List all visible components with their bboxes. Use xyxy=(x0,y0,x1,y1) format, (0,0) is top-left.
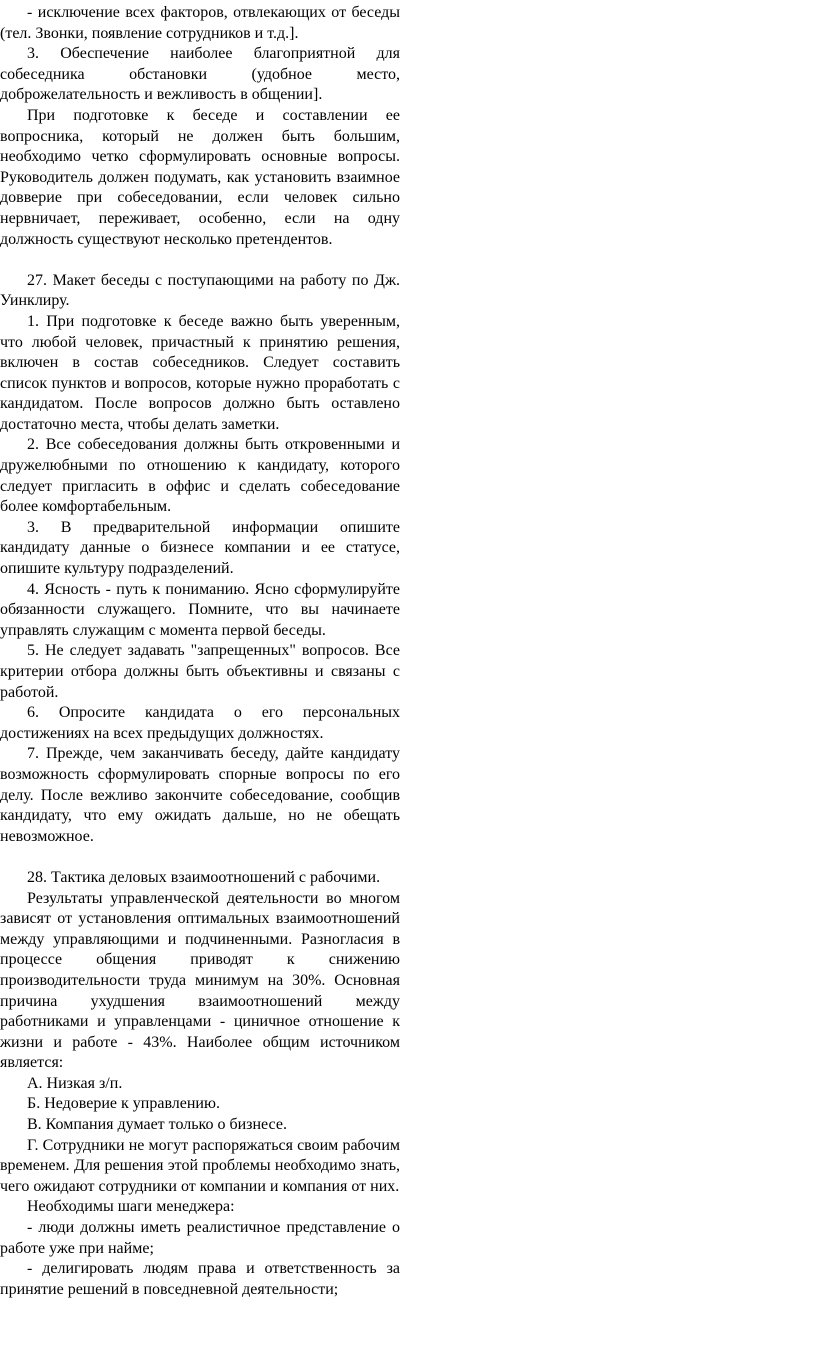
list-item-g: Г. Сотрудники не могут распоряжаться своим рабочим временем. Для решения этой проблемы необходимо знать, чего ожидают сотрудники от компании и компания от них. xyxy=(0,1136,400,1195)
paragraph-27-item-2: 2. Все собеседования должны быть откровенными и дружелюбными по отношению к кандидату, которого следует пригласить в оффис и сделать собеседование более комфортабельным. xyxy=(0,436,400,516)
list-item-a: А. Низкая з/п. xyxy=(27,1074,123,1092)
section-heading-27: 27. Макет беседы с поступающими на работу по Дж. Уинклиру. xyxy=(0,271,400,310)
paragraph-item-3-environment: 3. Обеспечение наиболее благоприятной для собеседника обстановки (удобное место, доброжелательность и вежливость в общении]. xyxy=(0,45,400,104)
paragraph-distractions: - исключение всех факторов, отвлекающих от беседы (тел. Звонки, появление сотрудников и т.д.]. xyxy=(0,4,400,42)
paragraph-27-item-6: 6. Опросите кандидата о его персональных достижениях на всех предыдущих должностях. xyxy=(0,704,400,742)
paragraph-27-item-4: 4. Ясность - путь к пониманию. Ясно сформулируйте обязанности служащего. Помните, что вы начинаете управлять служащим с момента первой беседы. xyxy=(0,580,400,639)
document-page xyxy=(0,0,400,1300)
paragraph-manager-steps: Необходимы шаги менеджера: xyxy=(27,1198,235,1216)
paragraph-27-item-3: 3. В предварительной информации опишите кандидату данные о бизнесе компании и ее статусе, опишите культуру подразделений. xyxy=(0,518,400,578)
list-item-b: Б. Недоверие к управлению. xyxy=(27,1095,220,1113)
paragraph-27-item-7: 7. Прежде, чем заканчивать беседу, дайте кандидату возможность сформулировать спорные вопросы по его делу. После вежливо закончите собеседование, сообщив кандидату, что ему ожидать дальше, но не обещать невозможное. xyxy=(0,745,400,845)
list-item-dash-1: - люди должны иметь реалистичное представление о работе уже при найме; xyxy=(0,1219,400,1257)
list-item-v: В. Компания думает только о бизнесе. xyxy=(27,1116,287,1134)
paragraph-27-item-5: 5. Не следует задавать "запрещенных" вопросов. Все критерии отбора должны быть объективны и связаны с работой. xyxy=(0,642,400,701)
paragraph-27-item-1: 1. При подготовке к беседе важно быть уверенным, что любой человек, причастный к принятию решения, включен в состав собеседников. Следует составить список пунктов и вопросов, которые нужно проработать с кандидатом. После вопросов должно быть оставлено достаточно места, чтобы делать заметки. xyxy=(0,312,400,433)
paragraph-28-results: Результаты управленческой деятельности во многом зависят от установления оптимальных взаимоотношений между управляющими и подчиненными. Разногласия в процессе общения приводят к снижению производительности труда минимум на 30%. Основная причина ухудшения взаимоотношений между работниками и управленцами - циничное отношение к жизни и работе - 43%. Наиболее общим источником является: xyxy=(0,889,400,1072)
paragraph-interview-preparation: При подготовке к беседе и составлении ее вопросника, который не должен быть большим, необходимо четко сформулировать основные вопросы. Руководитель должен подумать, как установить взаимное довверие при собеседовании, если человек сильно нервничает, переживает, особенно, если на одну должность существуют несколько претендентов. xyxy=(0,106,400,248)
section-heading-28: 28. Тактика деловых взаимоотношений с рабочими. xyxy=(27,868,381,886)
list-item-dash-2: - делигировать людям права и ответственность за принятие решений в повседневной деятельности; xyxy=(0,1260,400,1298)
